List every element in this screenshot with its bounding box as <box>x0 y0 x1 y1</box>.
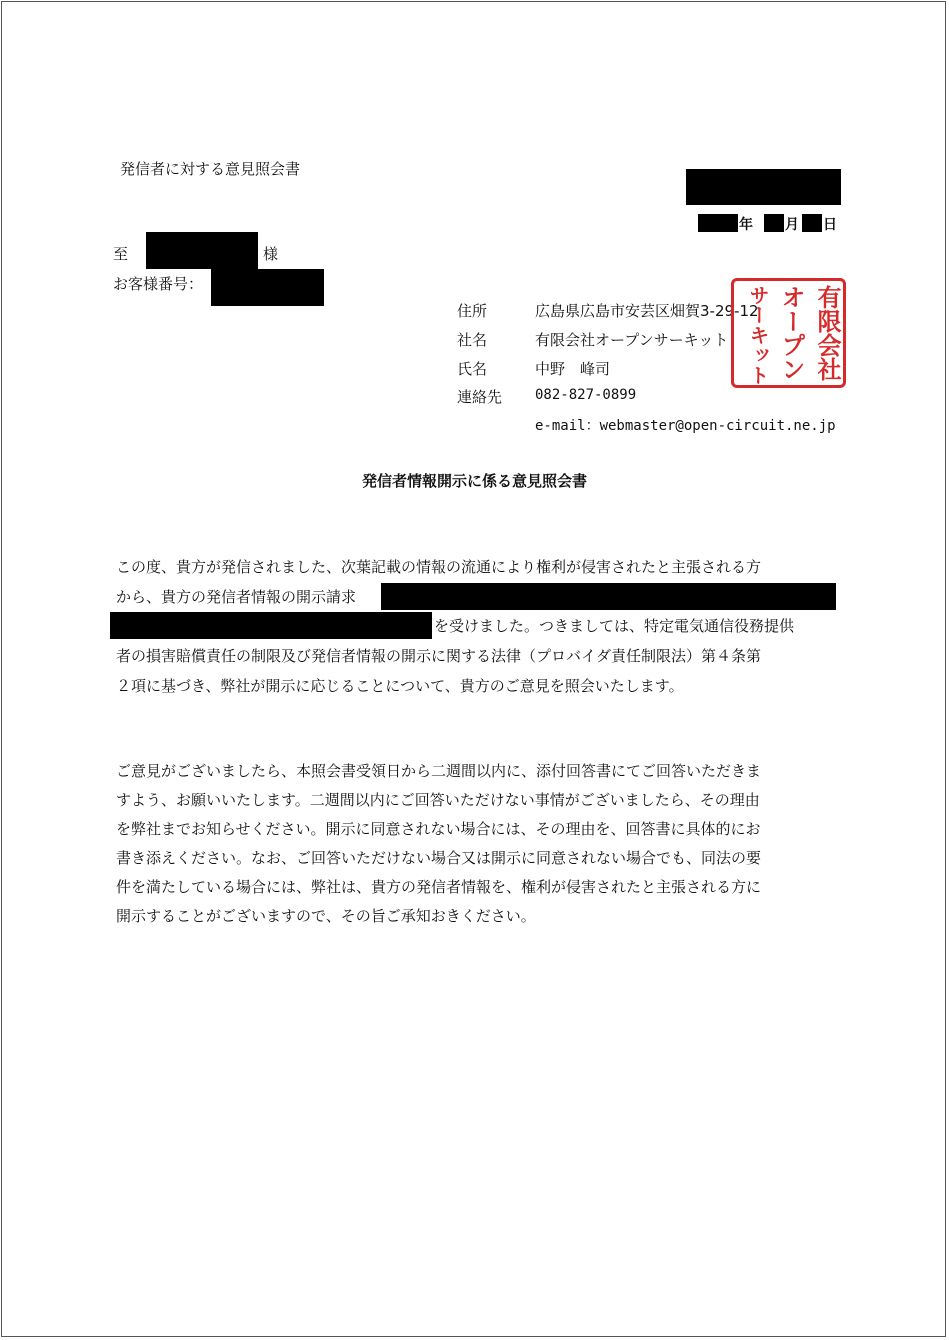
company-label: 社名 <box>457 331 488 349</box>
month-suffix: 月 <box>785 217 799 233</box>
para2-line5: 件を満たしている場合には、弊社は、貴方の発信者情報を、権利が侵害されたと主張される方に <box>116 878 762 896</box>
address-label: 住所 <box>457 302 488 320</box>
para2-line1: ご意見がございましたら、本照会書受領日から二週間以内に、添付回答書にてご回答いただきま <box>116 762 762 780</box>
para2-line4: 書き添えください。なお、ご回答いただけない場合又は開示に同意されない場合でも、同法の要 <box>116 849 762 867</box>
company-value: 有限会社オープンサーキット <box>535 331 729 349</box>
para1-line1: この度、貴方が発信されました、次葉記載の情報の流通により権利が侵害されたと主張される方 <box>116 558 762 576</box>
para1-line2: から、貴方の発信者情報の開示請求 <box>116 588 357 606</box>
phone-value: 082-827-0899 <box>535 387 637 403</box>
day-suffix: 日 <box>823 217 837 233</box>
honorific: 様 <box>263 245 279 263</box>
para1-line5: ２項に基づき、弊社が開示に応じることについて、貴方のご意見を照会いたします。 <box>116 677 684 695</box>
para1-line3: を受けました。つきましては、特定電気通信役務提供 <box>434 617 795 635</box>
para1-line4: 者の損害賠償責任の制限及び発信者情報の開示に関する法律（プロバイダ責任制限法）第４条第 <box>116 647 762 665</box>
name-value: 中野 峰司 <box>535 360 611 378</box>
to-prefix: 至 <box>113 245 129 263</box>
year-suffix: 年 <box>739 217 753 233</box>
para2-line6: 開示することがございますので、その旨ご承知おきください。 <box>116 907 536 925</box>
contact-label: 連絡先 <box>457 388 503 406</box>
company-seal <box>731 278 846 388</box>
redacted-month <box>764 214 784 232</box>
redacted-day <box>802 214 822 232</box>
date-row <box>698 212 848 234</box>
redacted-request-detail <box>381 583 836 610</box>
seal-text-col1: 有限会社 <box>813 285 841 381</box>
redacted-recipient-name <box>146 232 258 269</box>
redacted-sender-ref <box>686 169 841 205</box>
email-value: e-mail：webmaster@open-circuit.ne.jp <box>535 418 836 434</box>
recipient-line <box>113 243 128 264</box>
redacted-requester <box>110 612 432 639</box>
para2-line3: を弊社までお知らせください。開示に同意されない場合には、その理由を、回答書に具体的にお <box>116 820 761 838</box>
name-label: 氏名 <box>457 360 488 378</box>
customer-number-label: お客様番号： <box>113 275 204 293</box>
para2-line2: すよう、お願いいたします。二週間以内にご回答いただけない事情がございましたら、その理由 <box>116 791 760 809</box>
address-value: 広島県広島市安芸区畑賀3-29-12 <box>535 302 759 320</box>
redacted-customer-number <box>211 269 324 306</box>
document-title: 発信者情報開示に係る意見照会書 <box>361 472 587 490</box>
seal-text-col3: サーキット <box>746 285 770 385</box>
redacted-year <box>698 214 738 232</box>
seal-text-col2: オープン <box>777 285 805 381</box>
document-header-title: 発信者に対する意見照会書 <box>120 160 301 178</box>
